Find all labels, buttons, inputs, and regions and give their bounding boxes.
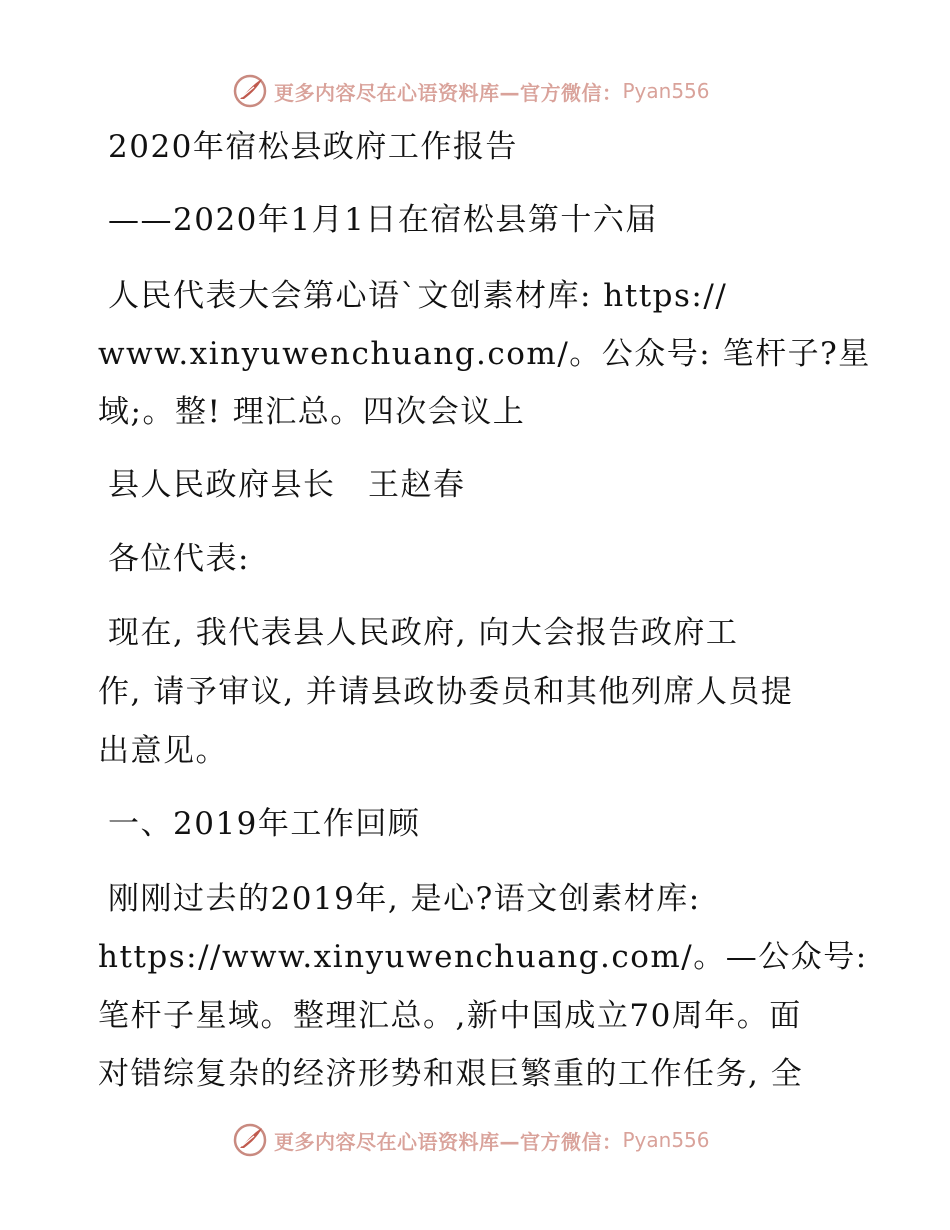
subtitle-line-1: ——2020年1月1日在宿松县第十六届 (108, 202, 658, 238)
paragraph-1-line-2: 作, 请予审议, 并请县政协委员和其他列席人员提 (98, 674, 794, 710)
watermark-promo-text: 更多内容尽在心语资料库—官方微信： (274, 80, 623, 105)
paragraph-2-line-3: 笔杆子星域。整理汇总。,新中国成立70周年。面 (98, 998, 802, 1034)
paragraph-2-line-4: 对错综复杂的经济形势和艰巨繁重的工作任务, 全 (98, 1056, 804, 1092)
paragraph-1-line-3: 出意见。 (98, 733, 228, 769)
document-title: 2020年宿松县政府工作报告 (108, 129, 518, 165)
paragraph-2-line-1: 刚刚过去的2019年, 是心?语文创素材库: (108, 881, 701, 917)
subtitle-line-3: www.xinyuwenchuang.com/。公众号: 笔杆子?星 (98, 336, 871, 372)
section-1-heading: 一、2019年工作回顾 (108, 806, 421, 842)
paragraph-1-line-1: 现在, 我代表县人民政府, 向大会报告政府工 (108, 615, 739, 651)
watermark-promo-text: 更多内容尽在心语资料库—官方微信： (274, 1129, 623, 1154)
quill-logo-icon (232, 1122, 268, 1158)
watermark-wechat-id: Pyan556 (622, 79, 710, 103)
speaker-line: 县人民政府县长 王赵春 (108, 467, 466, 503)
subtitle-line-4: 域;。整! 理汇总。四次会议上 (98, 394, 526, 430)
paragraph-2-line-2: https://www.xinyuwenchuang.com/。—公众号: (98, 939, 868, 975)
subtitle-line-2: 人民代表大会第心语`文创素材库: https:// (108, 278, 728, 314)
header-watermark-banner (232, 71, 710, 111)
quill-logo-icon (232, 73, 268, 109)
salutation: 各位代表: (108, 541, 250, 577)
footer-watermark-banner (232, 1120, 710, 1160)
watermark-wechat-id: Pyan556 (622, 1128, 710, 1152)
